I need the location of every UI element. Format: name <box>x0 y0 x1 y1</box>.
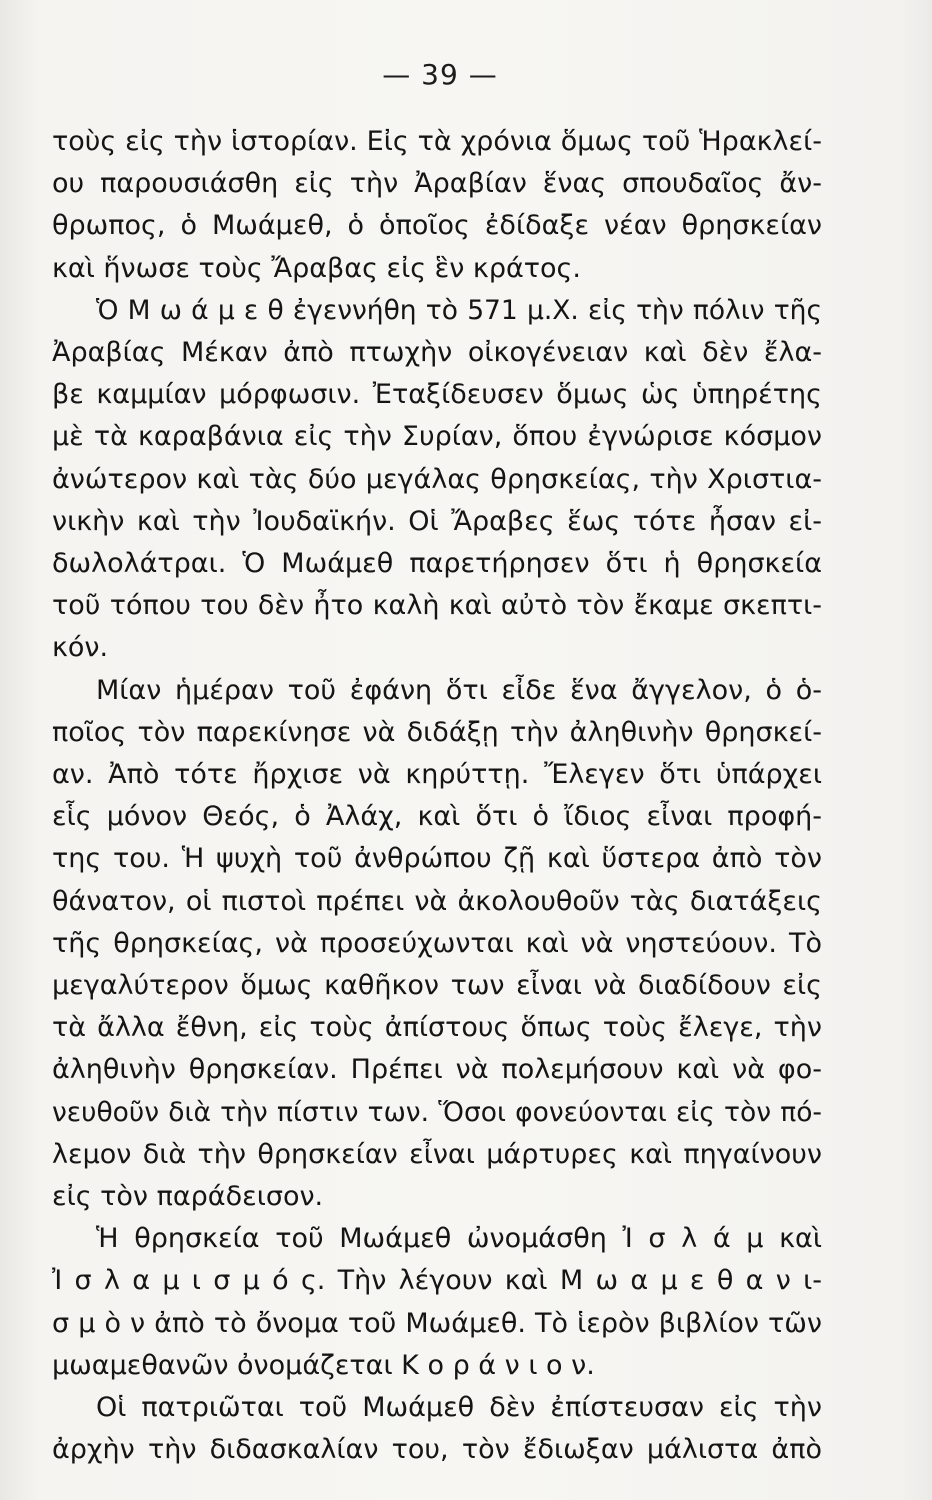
text-line: μεγαλύτερον ὅμως καθῆκον των εἶναι νὰ διαδίδουν εἰς <box>52 970 822 1001</box>
text-line: τῆς θρησκείας, νὰ προσεύχωνται καὶ νὰ νηστεύουν. Τὸ <box>52 927 822 959</box>
text-line: Ἀραβίας Μέκαν ἀπὸ πτωχὴν οἰκογένειαν καὶ δὲν ἔλα- <box>52 337 822 368</box>
text-line: εἷς μόνον Θεός, ὁ Ἀλάχ, καὶ ὅτι ὁ ἴδιος εἶναι προφή- <box>52 801 822 833</box>
page-number: — 39 — <box>382 58 498 91</box>
text-line: νευθοῦν διὰ τὴν πίστιν των. Ὅσοι φονεύονται εἰς τὸν πό- <box>52 1096 822 1128</box>
text-line: Μίαν ἡμέραν τοῦ ἐφάνη ὅτι εἶδε ἕνα ἄγγελον, ὁ ὁ- <box>96 674 822 706</box>
text-line: ἀληθινὴν θρησκείαν. Πρέπει νὰ πολεμήσουν καὶ νὰ φο- <box>52 1054 822 1086</box>
text-line: ποῖος τὸν παρεκίνησε νὰ διδάξῃ τὴν ἀληθινὴν θρησκεί- <box>52 716 822 748</box>
text-line: αν. Ἀπὸ τότε ἤρχισε νὰ κηρύττῃ. Ἔλεγεν ὅτι ὑπάρχει <box>52 759 822 790</box>
text-line: της του. Ἡ ψυχὴ τοῦ ἀνθρώπου ζῇ καὶ ὕστερα ἀπὸ τὸν <box>52 843 822 875</box>
text-line: Ἰ σ λ α μ ι σ μ ό ς. Τὴν λέγουν καὶ Μ ω α μ ε θ α ν ι- <box>52 1265 822 1297</box>
text-line: ἀνώτερον καὶ τὰς δύο μεγάλας θρησκείας, τὴν Χριστια- <box>52 463 822 495</box>
text-line: βε καμμίαν μόρφωσιν. Ἐταξίδευσεν ὅμως ὡς ὑπηρέτης <box>52 379 822 411</box>
text-line: Ὁ Μ ω ά μ ε θ ἐγεννήθη τὸ 571 μ.Χ. εἰς τὴν πόλιν τῆς <box>96 294 822 326</box>
text-line: θρωπος, ὁ Μωάμεθ, ὁ ὁποῖος ἐδίδαξε νέαν θρησκείαν <box>52 210 822 242</box>
text-line: κόν. <box>52 632 109 664</box>
text-line: τὰ ἄλλα ἔθνη, εἰς τοὺς ἀπίστους ὅπως τοὺς ἔλεγε, τὴν <box>52 1012 822 1044</box>
text-line: εἰς τὸν παράδεισον. <box>52 1181 324 1212</box>
text-line: καὶ ἥνωσε τοὺς Ἄραβας εἰς ἓν κράτος. <box>52 252 581 284</box>
text-line: Ἡ θρησκεία τοῦ Μωάμεθ ὠνομάσθη Ἰ σ λ ά μ καὶ <box>96 1223 822 1255</box>
text-line: Οἱ πατριῶται τοῦ Μωάμεθ δὲν ἐπίστευσαν εἰς τὴν <box>96 1392 822 1423</box>
text-line: ου παρουσιάσθη εἰς τὴν Ἀραβίαν ἕνας σπουδαῖος ἄν- <box>52 168 822 200</box>
text-line: σ μ ὸ ν ἀπὸ τὸ ὄνομα τοῦ Μωάμεθ. Τὸ ἱερὸν βιβλίον τῶν <box>52 1307 822 1339</box>
text-line: τοῦ τόπου του δὲν ἦτο καλὴ καὶ αὐτὸ τὸν ἔκαμε σκεπτι- <box>52 590 822 622</box>
text-line: ἀρχὴν τὴν διδασκαλίαν του, τὸν ἔδιωξαν μάλιστα ἀπὸ <box>52 1434 822 1466</box>
text-line: μὲ τὰ καραβάνια εἰς τὴν Συρίαν, ὅπου ἐγνώρισε κόσμον <box>52 421 822 453</box>
text-line: μωαμεθανῶν ὀνομάζεται Κ ο ρ ά ν ι ο ν. <box>52 1349 595 1381</box>
text-line: νικὴν καὶ τὴν Ἰουδαϊκήν. Οἱ Ἄραβες ἕως τότε ἦσαν εἰ- <box>52 505 822 537</box>
text-line: δωλολάτραι. Ὁ Μωάμεθ παρετήρησεν ὅτι ἡ θρησκεία <box>52 548 822 579</box>
text-line: λεμον διὰ τὴν θρησκείαν εἶναι μάρτυρες καὶ πηγαίνουν <box>52 1138 822 1170</box>
text-line: θάνατον, οἱ πιστοὶ πρέπει νὰ ἀκολουθοῦν τὰς διατάξεις <box>52 885 822 917</box>
text-line: τοὺς εἰς τὴν ἱστορίαν. Εἰς τὰ χρόνια ὅμως τοῦ Ἡρακλεί- <box>52 126 822 157</box>
